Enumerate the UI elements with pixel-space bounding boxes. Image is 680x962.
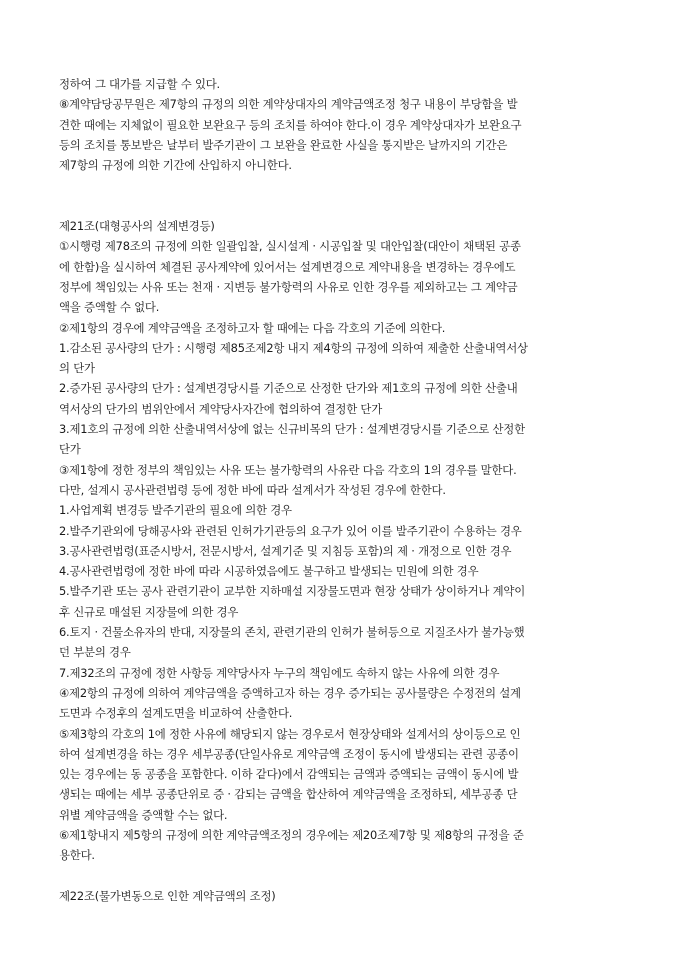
- paragraph-line: 생되는 때에는 세부 공종단위로 증 · 감되는 금액을 합산하여 계약금액을 조정하되, 세부공종 단: [59, 787, 518, 802]
- paragraph-line: ⑧계약담당공무원은 제7항의 규정의 의한 계약상대자의 계약금액조정 청구 내용이 부당함을 발: [59, 97, 518, 112]
- paragraph-line: 있는 경우에는 동 공종을 포함한다. 이하 같다)에서 감액되는 금액과 증액되는 금액이 동시에 발: [59, 767, 519, 782]
- paragraph-line: 2.발주기관외에 당해공사와 관련된 인허가기관등의 요구가 있어 이를 발주기관이 수용하는 경우: [59, 523, 522, 538]
- paragraph-line: ①시행령 제78조의 규정에 의한 일괄입찰, 실시설계 · 시공입찰 및 대안입찰(대안이 채택된 공종: [59, 239, 521, 254]
- paragraph-line: 5.발주기관 또는 공사 관련기관이 교부한 지하매설 지장물도면과 현장 상태가 상이하거나 계약이: [59, 584, 526, 599]
- paragraph-line: 정하여 그 대가를 지급할 수 있다.: [59, 77, 220, 91]
- paragraph-line: 4.공사관련법령에 정한 바에 따라 시공하였음에도 불구하고 발생되는 민원에 의한 경우: [59, 564, 479, 579]
- paragraph-line: 3.제1호의 규정에 의한 산출내역서상에 없는 신규비목의 단가 : 설계변경당시를 기준으로 산정한: [59, 422, 525, 437]
- paragraph-line: 후 신규로 매설된 지장물에 의한 경우: [59, 604, 239, 619]
- paragraph-line: ⑤제3항의 각호의 1에 정한 사유에 해당되지 않는 경우로서 현장상태와 설계서의 상이등으로 인: [59, 726, 521, 741]
- paragraph-line: 3.공사관련법령(표준시방서, 전문시방서, 설계기준 및 지침등 포함)의 제 · 개정으로 인한 경우: [59, 543, 512, 558]
- paragraph-line: ③제1항에 정한 정부의 책임있는 사유 또는 불가항력의 사유란 다음 각호의 1의 경우를 말한다.: [59, 462, 517, 477]
- paragraph-line: 제7항의 규정에 의한 기간에 산입하지 아니한다.: [59, 158, 292, 173]
- paragraph-line: 위별 계약금액을 증액할 수는 없다.: [59, 807, 228, 822]
- paragraph-line: 역서상의 단가의 범위안에서 계약당사자간에 협의하여 결정한 단가: [59, 401, 383, 416]
- paragraph-line: 에 한함)을 실시하여 체결된 공사계약에 있어서는 설계변경으로 계약내용을 변경하는 경우에도: [59, 259, 516, 274]
- paragraph-line: 1.감소된 공사량의 단가 : 시행령 제85조제2항 내지 제4항의 규정에 의하여 제출한 산출내역서상: [59, 340, 528, 355]
- article-22: [59, 886, 625, 906]
- document-page: [59, 74, 625, 906]
- paragraph-line: 단가: [59, 442, 81, 457]
- paragraph-line: 2.증가된 공사량의 단가 : 설계변경당시를 기준으로 산정한 단가와 제1호의 규정에 의한 산출내: [59, 381, 518, 396]
- paragraph-line: 정부에 책임있는 사유 또는 천재 · 지변등 불가항력의 사유로 인한 경우를 제외하고는 그 계약금: [59, 279, 518, 294]
- section-gap: [59, 866, 625, 886]
- paragraph-line: 7.제32조의 규정에 정한 사항등 계약당사자 누구의 책임에도 속하지 않는 사유에 의한 경우: [59, 665, 500, 680]
- paragraph-line: 용한다.: [59, 848, 95, 863]
- section-gap: [59, 175, 625, 195]
- article-21: [59, 216, 625, 866]
- paragraph-line: 6.토지 · 건물소유자의 반대, 지장물의 존치, 관련기관의 인허가 불허등으로 지질조사가 불가능했: [59, 625, 525, 640]
- paragraph-line: ②제1항의 경우에 계약금액을 조정하고자 할 때에는 다음 각호의 기준에 의한다.: [59, 320, 446, 335]
- continuation-section: [59, 74, 625, 175]
- paragraph-line: ④제2항의 규정에 의하여 계약금액을 증액하고자 하는 경우 증가되는 공사물량은 수정전의 설계: [59, 685, 521, 700]
- paragraph-line: 등의 조치를 통보받은 날부터 발주기관이 그 보완을 완료한 사실을 통지받은 날까지의 기간은: [59, 137, 508, 152]
- paragraph-line: 의 단가: [59, 361, 95, 376]
- paragraph-line: 던 부분의 경우: [59, 645, 131, 660]
- paragraph-line: 견한 때에는 지체없이 필요한 보완요구 등의 조치를 하여야 한다.이 경우 계약상대자가 보완요구: [59, 117, 522, 132]
- paragraph-line: 1.사업계획 변경등 발주기관의 필요에 의한 경우: [59, 503, 292, 518]
- section-gap: [59, 196, 625, 216]
- paragraph-line: 액을 증액할 수 없다.: [59, 300, 160, 315]
- paragraph-line: 다만, 설계시 공사관련법령 등에 정한 바에 따라 설계서가 작성된 경우에 한한다.: [59, 482, 446, 497]
- paragraph-line: ⑥제1항내지 제5항의 규정에 의한 계약금액조정의 경우에는 제20조제7항 및 제8항의 규정을 준: [59, 827, 524, 842]
- paragraph-line: 도면과 수정후의 설계도면을 비교하여 산출한다.: [59, 706, 293, 721]
- article-21-heading: 제21조(대형공사의 설계변경등): [59, 219, 215, 234]
- article-22-heading: 제22조(물가변동으로 인한 계약금액의 조정): [59, 888, 276, 903]
- paragraph-line: 하여 설계변경을 하는 경우 세부공종(단일사유로 계약금액 조정이 동시에 발생되는 관련 공종이: [59, 746, 519, 761]
